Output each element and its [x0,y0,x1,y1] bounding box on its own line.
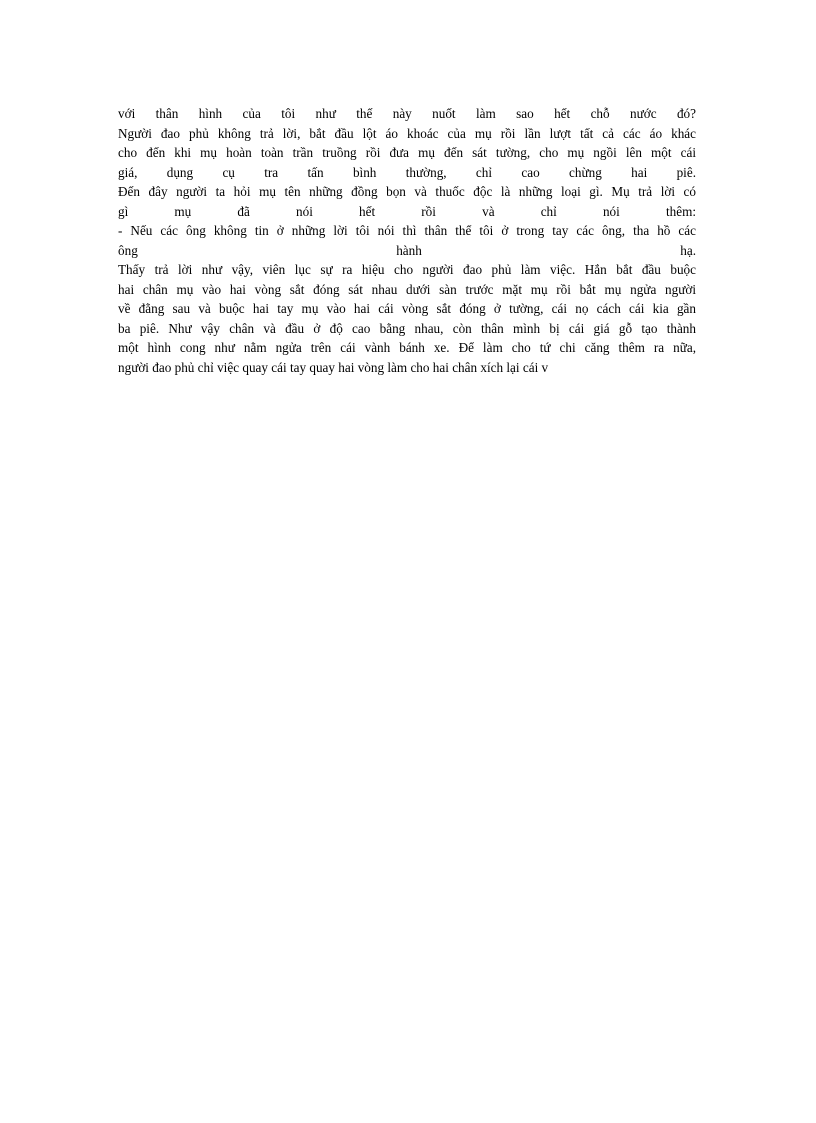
text-line: với thân hình của tôi như thế này nuốt làm sao hết chỗ nước đó? [118,106,696,121]
body-text [118,104,696,377]
text-line: - Nếu các ông không tin ở những lời tôi nói thì thân thể tôi ở trong tay các ông, tha hồ các [118,223,696,238]
text-line: người đao phủ chỉ việc quay cái tay quay hai vòng làm cho hai chân xích lại cái v [118,359,549,375]
text-line: Thấy trả lời như vậy, viên lục sự ra hiệu cho người đao phủ làm việc. Hắn bắt đầu buộc [118,262,696,277]
text-line: gì mụ đã nói hết rồi và chỉ nói thêm: [118,203,696,219]
text-line: ông hành hạ. [118,242,696,258]
text-line: Đến đây người ta hỏi mụ tên những đồng bọn và thuốc độc là những loại gì. Mụ trả lời có [118,184,696,199]
text-line: một hình cong như nằm ngửa trên cái vành bánh xe. Để làm cho tứ chi căng thêm ra nữa, [118,340,696,355]
text-line: ba piê. Như vậy chân và đầu ở độ cao bằng nhau, còn thân mình bị cái giá gỗ tạo thành [118,320,696,336]
text-line: giá, dụng cụ tra tấn bình thường, chỉ cao chừng hai piê. [118,164,696,180]
text-line: Người đao phủ không trả lời, bắt đầu lột áo khoác của mụ rồi lần lượt tất cả các áo khác [118,125,696,141]
text-line: về đằng sau và buộc hai tay mụ vào hai cái vòng sắt đóng ở tường, cái nọ cách cái kia gần [118,301,696,316]
text-line: cho đến khi mụ hoàn toàn trần truồng rồi đưa mụ đến sát tường, cho mụ ngồi lên một cái [118,145,696,160]
text-line: hai chân mụ vào hai vòng sắt đóng sát nhau dưới sàn trước mặt mụ rồi bắt mụ ngửa người [118,281,696,297]
